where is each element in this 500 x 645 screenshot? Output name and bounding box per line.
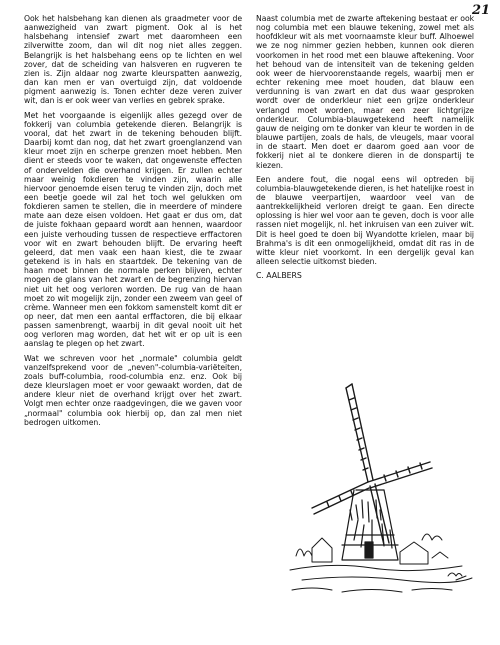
article-right-column (256, 14, 474, 285)
windmill-tower (342, 490, 398, 560)
artist-signature-mark (448, 573, 466, 580)
windmill-illustration (272, 370, 482, 610)
paragraph: Naast columbia met de zwarte aftekening bestaat er ook nog columbia met een blauwe tekening, zowel met als hoofdkleur wit als met voornaamste kleur buff. Alhoewel we ze nog nimmer gezien hebben, kunnen ook dieren voorkomen in het rood met een blauwe aftekening. Voor het behoud van de intensiteit van de tekening gelden ook weer de hiervoorenstaande regels, waarbij men er echter rekening mee moet houden, dat blauw een verdunning is van zwart en dat dus waar gesproken wordt over de onderkleur niet een grijze onderkleur verlangd moet worden, maar een zeer lichtgrijze onderkleur. Columbia-blauwgetekend heeft namelijk gauw de neiging om te donker van kleur te worden in de blauwe partijen, zoals de hals, de vleugels, maar vooral in de staart. Men doet er daarom goed aan voor de fokkerij niet al te donkere dieren in de donspartij te kiezen. (256, 14, 474, 170)
page-number: 21 (472, 3, 491, 18)
author-signature: C. AALBERS (256, 271, 302, 281)
landscape (290, 534, 472, 592)
paragraph: Ook het halsbehang kan dienen als graadmeter voor de aanwezigheid van zwart pigment. Ook al is het halsbehang intensief zwart met daaromheen een zilverwitte zoom, dan wil dit nog niet alles zeggen. Belangrijk is het halsbehang eens op te lichten en wel zover, dat de scheiding van halsveren en rugveren te zien is. Zijn aldaar nog zwarte kleurspatten aanwezig, dan kan men er van overtuigd zijn, dat voldoende pigment aanwezig is. Tonen echter deze veren zuiver wit, dan is er ook weer van verlies en gebrek sprake. (24, 14, 242, 106)
paragraph: Een andere fout, die nogal eens wil optreden bij columbia-blauwgetekende dieren, is het hatelijke roest in de blauwe veerpartijen, waardoor veel van de aantrekkelijkheid verloren dreigt te gaan. Een directe oplossing is hier wel voor aan te geven, doch is voor alle rassen niet mogelijk, nl. het inkruisen van een zuiver wit. Dit is heel goed te doen bij Wyandotte krielen, maar bij Brahma's is dit een onmogelijkheid, omdat dit ras in de witte kleur niet voorkomt. In een dergelijk geval kan alleen selectie uitkomst bieden. (256, 174, 474, 267)
paragraph: Met het voorgaande is eigenlijk alles gezegd over de fokkerij van columbia getekende dieren. Belangrijk is vooral, dat het zwart in de tekening behouden blijft. Daarbij komt dan nog, dat het zwart groenglanzend van kleur moet zijn en scherpe grenzen moet hebben. Men dient er steeds voor te waken, dat ongewenste effecten of ondervelden die overhand krijgen. Er zullen echter maar weinig fokdieren te vinden zijn, waarin alle hiervoor genoemde eisen terug te vinden zijn, doch met een beetje goede wil zal het toch wel gelukken om fokdieren samen te stellen, die in meerdere of mindere mate aan deze eisen voldoen. Het gaat er dus om, dat de juiste fokhaan gepaard wordt aan hennen, waardoor een juiste verhouding tussen de respectieve erffactoren voor wit en zwart behouden blijft. De ervaring heeft geleerd, dat men vaak een haan kiest, die te zwaar getekend is in hals en staartdek. De tekening van de haan moet binnen de normale perken blijven, echter mogen de glans van het zwart en de begrenzing hiervan niet uit het oog verloren worden. De rug van de haan moet zo wit mogelijk zijn, zonder een zweem van geel of crème. Wanneer men een fokkom samenstelt komt dit er op neer, dat men een aantal erffactoren, die bij elkaar passen samenbrengt, waarbij in dit geval nooit uit het oog verloren mag worden, dat het wit er op uit is een aanslag te plegen op het zwart. (24, 110, 242, 349)
article-left-column (24, 14, 242, 432)
paragraph: Wat we schreven voor het „normale" columbia geldt vanzelfsprekend voor de „neven"-columbia-variëteiten, zoals buff-columbia, rood-columbia enz. enz. Ook bij deze kleurslagen moet er voor gewaakt worden, dat de andere kleur niet de overhand krijgt over het zwart. Volgt men echter onze raadgevingen, die we gaven voor „normaal" columbia ook hierbij op, dan zal men niet bedrogen uitkomen. (24, 353, 242, 427)
